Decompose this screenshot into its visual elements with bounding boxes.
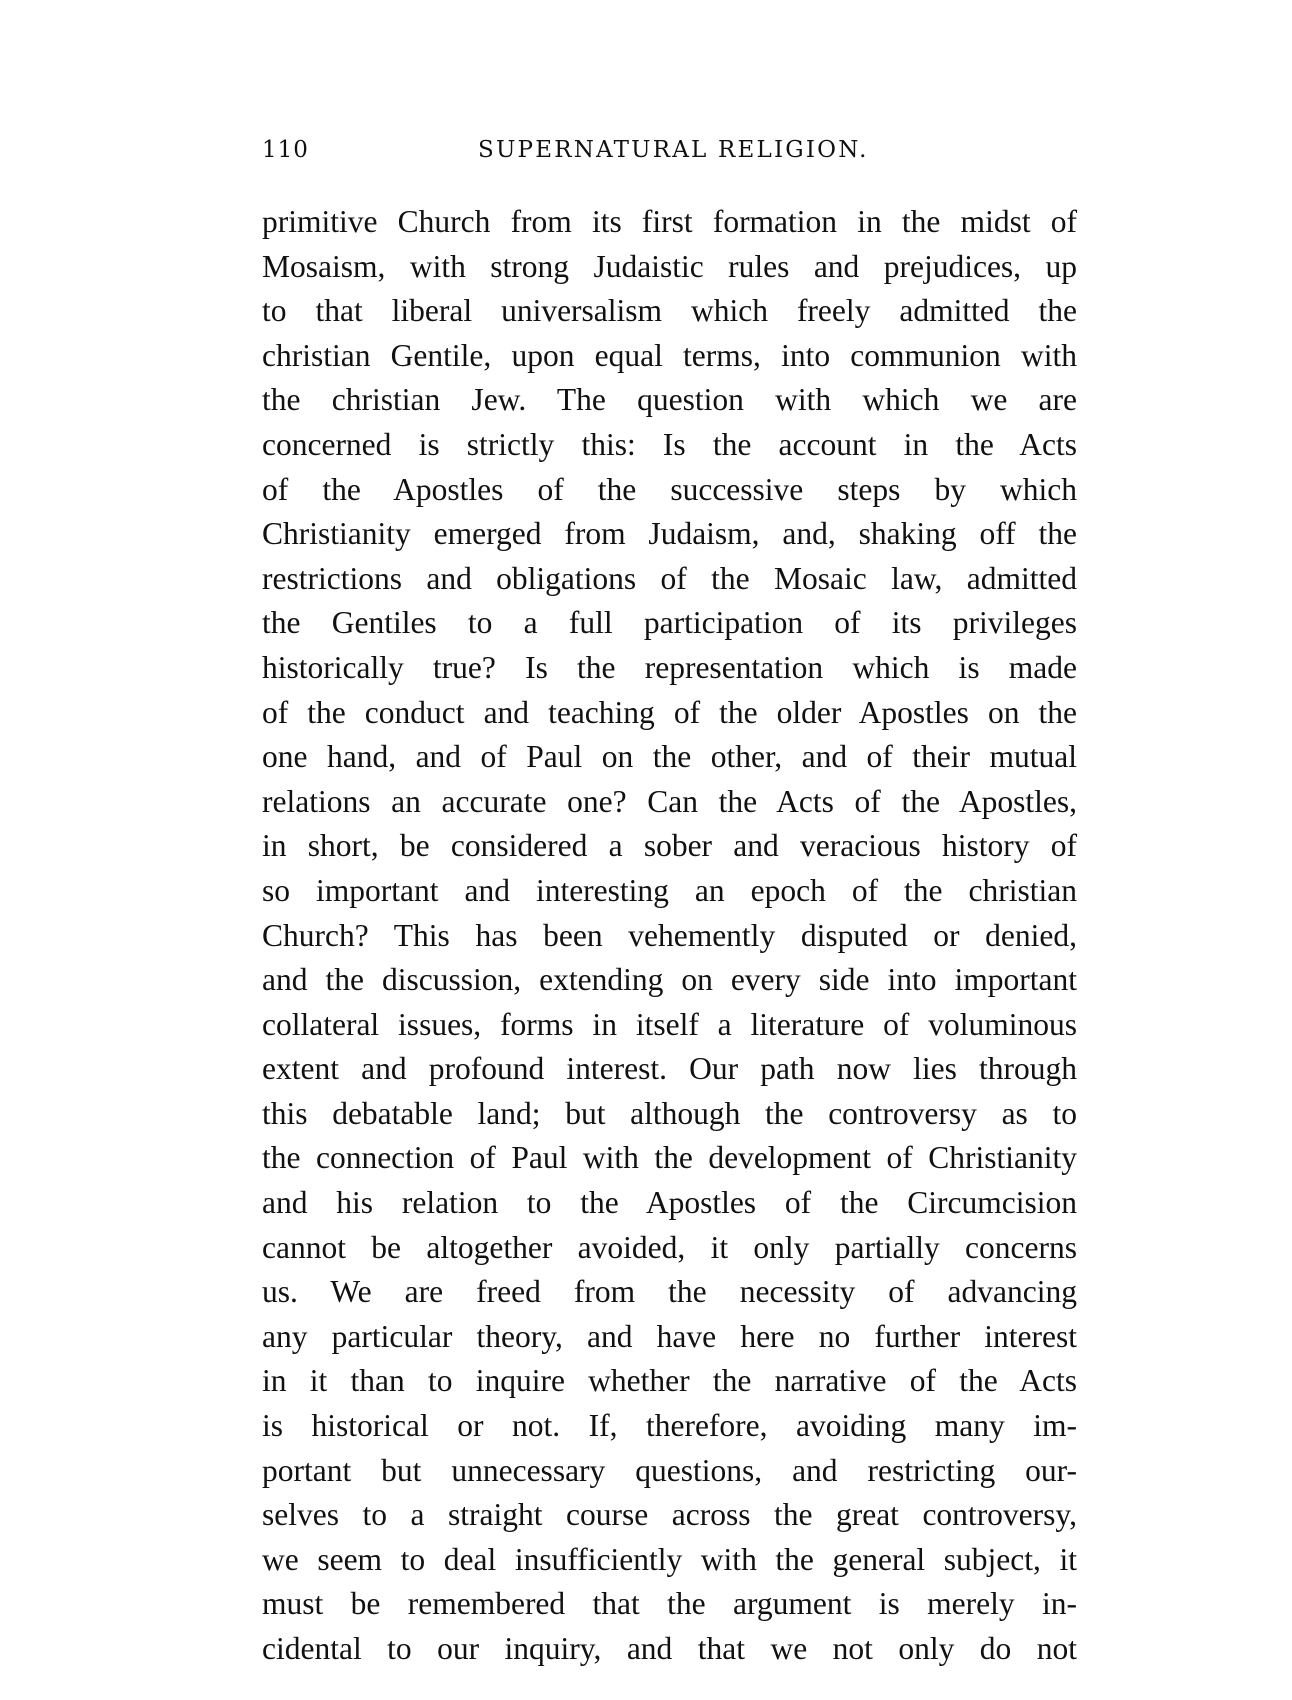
text-line: we seem to deal insufficiently with the general subject, it [262, 1541, 1077, 1577]
text-line: cidental to our inquiry, and that we not only do not [262, 1631, 1077, 1666]
text-line: to that liberal universalism which freely admitted the [262, 293, 1077, 329]
text-line: christian Gentile, upon equal terms, into communion with [262, 337, 1077, 373]
text-line: so important and interesting an epoch of the christian [262, 872, 1077, 908]
text-line: Mosaism, with strong Judaistic rules and prejudices, up [262, 248, 1077, 284]
text-line: of the conduct and teaching of the older Apostles on the [262, 694, 1077, 730]
body-text [262, 200, 1077, 1672]
text-line: one hand, and of Paul on the other, and of their mutual [262, 739, 1077, 775]
text-line: primitive Church from its first formation in the midst of [262, 204, 1077, 239]
text-line: portant but unnecessary questions, and restricting our- [262, 1452, 1077, 1488]
text-line: any particular theory, and have here no further interest [262, 1318, 1077, 1354]
text-line: Christianity emerged from Judaism, and, shaking off the [262, 516, 1077, 552]
text-line: selves to a straight course across the great controversy, [262, 1497, 1077, 1533]
text-line: in it than to inquire whether the narrative of the Acts [262, 1363, 1077, 1399]
running-head [262, 137, 1074, 177]
text-line: extent and profound interest. Our path now lies through [262, 1051, 1077, 1087]
text-line: cannot be altogether avoided, it only partially concerns [262, 1229, 1077, 1265]
text-line: relations an accurate one? Can the Acts of the Apostles, [262, 783, 1077, 819]
text-line: collateral issues, forms in itself a literature of voluminous [262, 1006, 1077, 1042]
running-title: SUPERNATURAL RELIGION. [478, 137, 869, 163]
text-line: and his relation to the Apostles of the Circumcision [262, 1185, 1077, 1221]
page-number: 110 [262, 137, 309, 163]
text-line: the Gentiles to a full participation of its privileges [262, 605, 1077, 641]
text-line: of the Apostles of the successive steps by which [262, 471, 1077, 507]
text-line: is historical or not. If, therefore, avoiding many im- [262, 1408, 1077, 1444]
text-line: must be remembered that the argument is merely in- [262, 1586, 1077, 1622]
text-line: restrictions and obligations of the Mosaic law, admitted [262, 560, 1077, 596]
text-line: Church? This has been vehemently disputed or denied, [262, 917, 1077, 953]
text-line: this debatable land; but although the controversy as to [262, 1095, 1077, 1131]
text-line: the connection of Paul with the development of Christianity [262, 1140, 1077, 1176]
text-line: in short, be considered a sober and veracious history of [262, 828, 1077, 864]
text-line: concerned is strictly this: Is the account in the Acts [262, 426, 1077, 462]
text-line: the christian Jew. The question with which we are [262, 382, 1077, 418]
text-line: historically true? Is the representation which is made [262, 649, 1077, 685]
text-line: and the discussion, extending on every side into important [262, 962, 1077, 998]
text-line: us. We are freed from the necessity of advancing [262, 1274, 1077, 1310]
